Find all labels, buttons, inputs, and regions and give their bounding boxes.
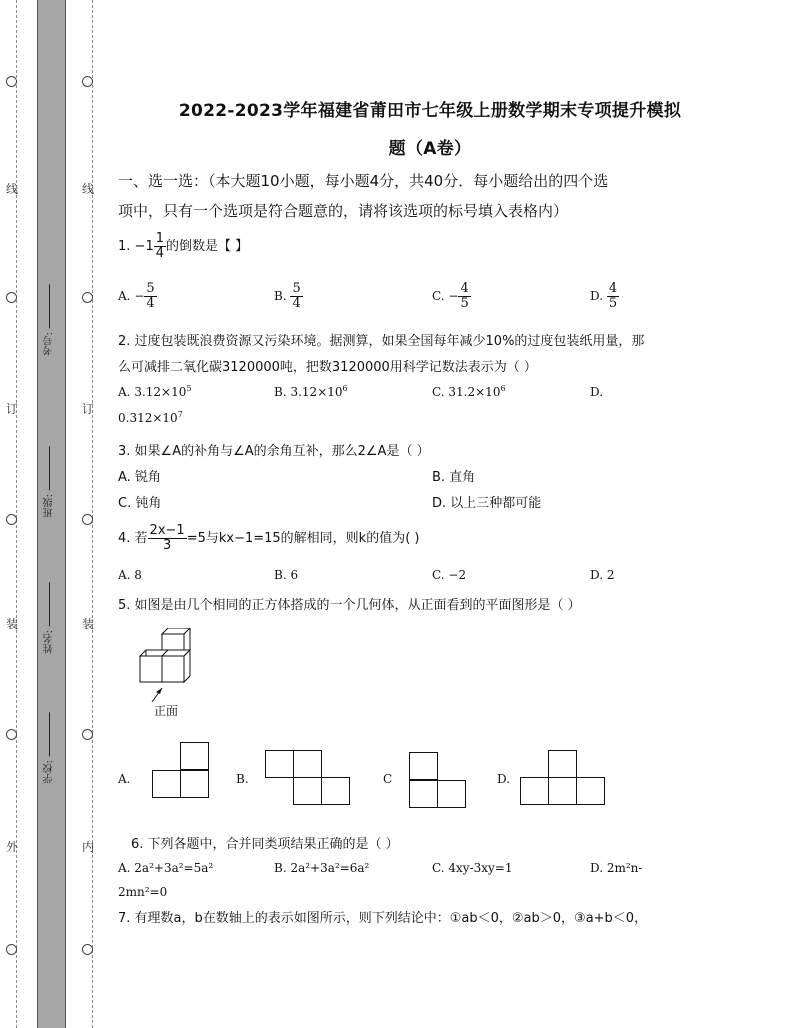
q2-option-d: D. (590, 385, 604, 399)
q2-option-d-value: $0.312\times 10^7$ (118, 410, 183, 425)
paper-title: 2022-2023学年福建省莆田市七年级上册数学期末专项提升模拟 (178, 101, 682, 121)
q5-a-square (180, 770, 209, 798)
q5-d-square (548, 750, 577, 778)
outer-dashed-line (16, 0, 17, 1028)
q4-option-c: C. −2 (432, 568, 467, 582)
margin-char: 装 (6, 617, 19, 631)
q6-option-b: B. 2a²+3a²=6a² (274, 861, 370, 875)
school-field: 学校: (42, 712, 58, 783)
margin-char: 外 (6, 840, 19, 854)
q5-a-square (152, 770, 181, 798)
fraction: $\frac{1}{4}$ (155, 231, 164, 261)
q5-option-d-label: D. (497, 772, 511, 786)
q5-option-c-label: C (383, 772, 393, 786)
punch-hole (6, 944, 17, 955)
margin-char: 订 (82, 402, 95, 416)
q5-b-square (321, 777, 350, 805)
q5-b-square (293, 750, 322, 778)
q3-option-d: D. 以上三种都可能 (432, 496, 542, 511)
front-label: 正面 (154, 704, 179, 718)
q5-c-square (409, 780, 438, 808)
punch-hole (82, 514, 93, 525)
q5-a-square (180, 742, 209, 770)
question-2-line1: 2. 过度包装既浪费资源又污染环境。据测算，如果全国每年减少10%的过度包装纸用量，那 (118, 334, 645, 349)
q1-option-c: C. − $\frac{4}{5}$ (432, 281, 469, 311)
margin-char: 线 (82, 182, 95, 196)
q5-option-b-label: B. (236, 772, 249, 786)
punch-hole (6, 76, 17, 87)
q5-d-square (576, 777, 605, 805)
punch-hole (82, 292, 93, 303)
class-field: 班级: (42, 446, 58, 517)
punch-hole (82, 944, 93, 955)
question-7: 7. 有理数a，b在数轴上的表示如图所示，则下列结论中：①ab＜0，②ab＞0，③a+b＜0， (118, 911, 648, 926)
q3-option-b: B. 直角 (432, 470, 476, 485)
q2-option-b: B. $3.12\times 10^6$ (274, 384, 348, 399)
q1-option-d: D. $\frac{4}{5}$ (590, 281, 618, 311)
question-1: 1. −1 $\frac{1}{4}$ 的倒数是【 】 (118, 231, 249, 261)
q4-option-b: B. 6 (274, 568, 299, 582)
margin-char: 装 (82, 617, 95, 631)
margin-char: 线 (6, 182, 19, 196)
question-4: 4. 若 $\frac{2x-1}{3}$ =5与kx−1=15的解相同，则k的值为( ) (118, 523, 420, 553)
inner-dashed-line (92, 0, 93, 1028)
question-6: 6. 下列各题中，合并同类项结果正确的是（ ） (131, 837, 399, 852)
q6-option-d: D. 2m²n- (590, 861, 643, 875)
punch-hole (6, 514, 17, 525)
q3-option-a: A. 锐角 (118, 470, 161, 485)
q6-option-c: C. 4xy-3xy=1 (432, 861, 513, 875)
q5-d-square (548, 777, 577, 805)
q1-option-b: B. $\frac{5}{4}$ (274, 281, 301, 311)
q5-option-a-label: A. (118, 772, 131, 786)
question-5: 5. 如图是由几个相同的正方体搭成的一个几何体，从正面看到的平面图形是（ ） (118, 598, 581, 613)
q2-option-c: C. $31.2\times 10^6$ (432, 384, 506, 399)
q6-option-a: A. 2a²+3a²=5a² (118, 861, 214, 875)
q4-option-a: A. 8 (118, 568, 142, 582)
section-header: 一、选一选：（本大题10小题，每小题4分，共40分．每小题给出的四个选 项中，只有一个选项是符合题意的，请将该选项的标号填入表格内） (118, 172, 609, 220)
q5-c-square (409, 752, 438, 780)
punch-hole (82, 76, 93, 87)
q2-option-a: A. $3.12\times 10^5$ (118, 384, 192, 399)
name-field: 姓名: (42, 582, 58, 653)
q5-d-square (520, 777, 549, 805)
punch-hole (6, 729, 17, 740)
q5-b-square (293, 777, 322, 805)
punch-hole (6, 292, 17, 303)
q5-c-square (437, 780, 466, 808)
punch-hole (82, 729, 93, 740)
paper-title-cont: 题（A卷） (388, 139, 472, 159)
q1-option-a: A. − $\frac{5}{4}$ (118, 281, 155, 311)
exam-number-field: 考号: (42, 284, 58, 355)
question-2-line2: 么可减排二氧化碳3120000吨，把数3120000用科学记数法表示为（ ） (118, 360, 537, 375)
q5-b-square (265, 750, 294, 778)
margin-char: 订 (6, 402, 19, 416)
q6-option-d-cont: 2mn²=0 (118, 885, 168, 899)
question-3: 3. 如果∠A的补角与∠A的余角互补，那么2∠A是（ ） (118, 444, 430, 459)
q3-option-c: C. 钝角 (118, 496, 162, 511)
q4-option-d: D. 2 (590, 568, 615, 582)
margin-char: 内 (82, 840, 95, 854)
